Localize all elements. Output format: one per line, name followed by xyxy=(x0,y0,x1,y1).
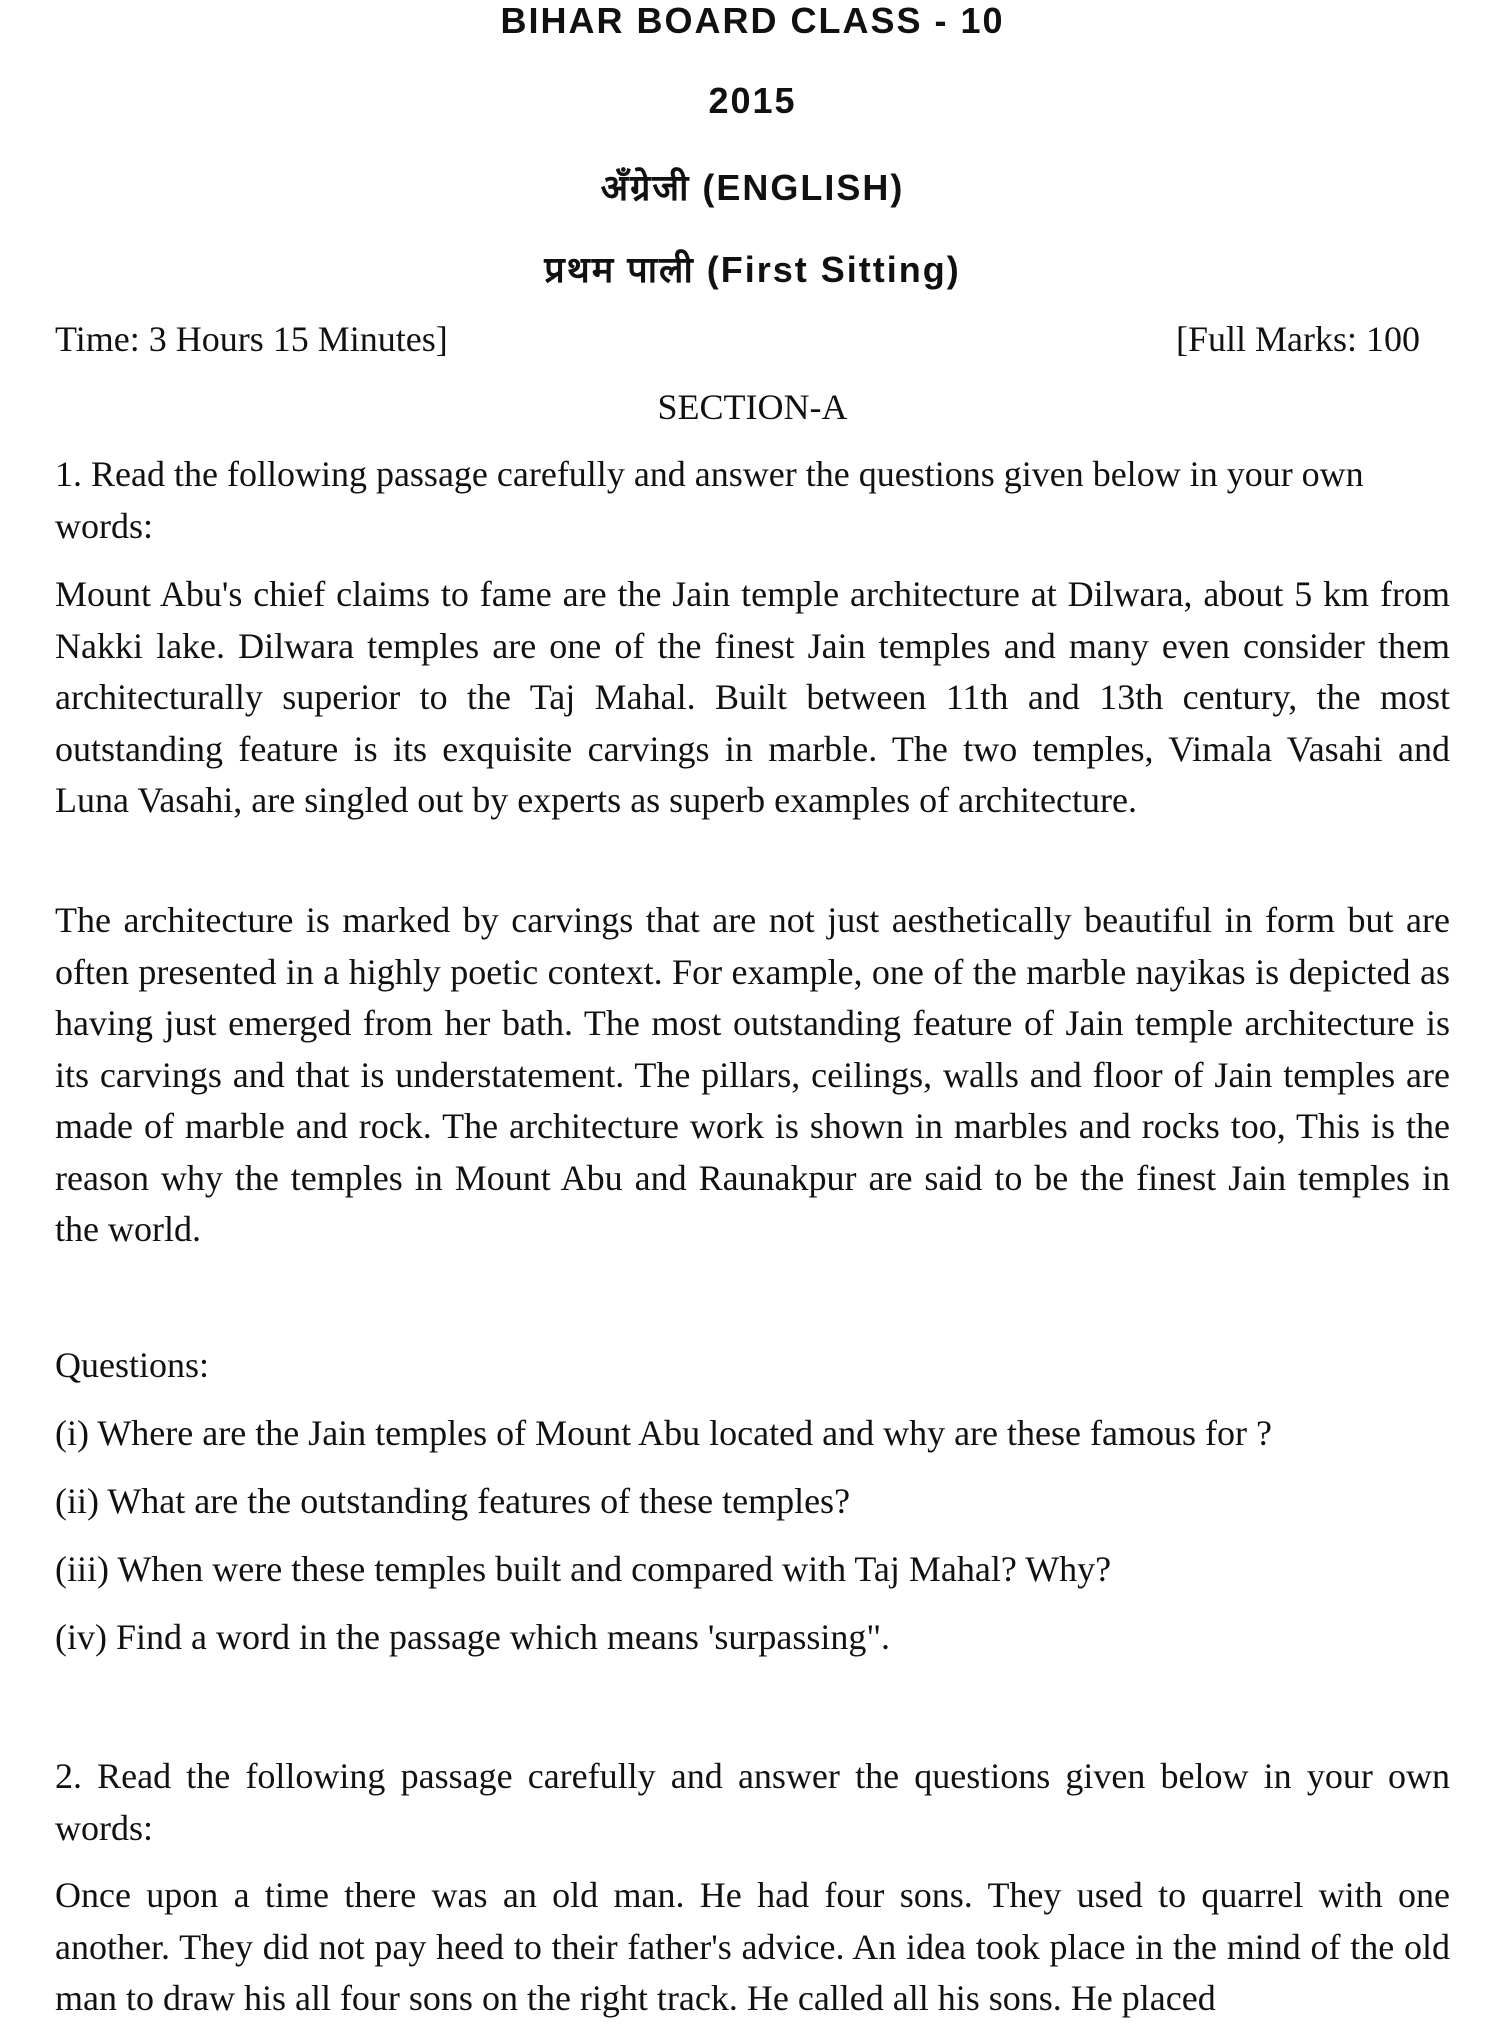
exam-time: Time: 3 Hours 15 Minutes] xyxy=(55,319,448,359)
questions-heading: Questions: xyxy=(55,1345,210,1385)
question-item: (i) Where are the Jain temples of Mount Abu located and why are these famous for ? xyxy=(55,1413,1272,1453)
question-item: (iii) When were these temples built and compared with Taj Mahal? Why? xyxy=(55,1549,1112,1589)
question-item: (ii) What are the outstanding features of these temples? xyxy=(55,1481,851,1521)
q1-passage-paragraph-1: Mount Abu's chief claims to fame are the Jain temple architecture at Dilwara, about 5 km from Nakki lake. Dilwara temples are one of the finest Jain temples and many even consider them architecturally superior to the Taj Mahal. Built between 11th and 13th century, the most outstanding feature is its exquisite carvings in marble. The two temples, Vimala Vasahi and Luna Vasahi, are singled out by experts as superb examples of architecture. xyxy=(55,574,1450,820)
subject-title: अँग्रेजी (ENGLISH) xyxy=(600,167,905,208)
q1-instruction: 1. Read the following passage carefully and answer the questions given below in your own words: xyxy=(55,454,1364,546)
section-title: SECTION-A xyxy=(657,387,848,427)
q2-instruction: 2. Read the following passage carefully and answer the questions given below in your own words: xyxy=(55,1756,1450,1848)
question-item: (iv) Find a word in the passage which means 'surpassing". xyxy=(55,1617,891,1657)
q1-passage-paragraph-2: The architecture is marked by carvings that are not just aesthetically beautiful in form but are often presented in a highly poetic context. For example, one of the marble nayikas is depicted as having just emerged from her bath. The most outstanding feature of Jain temple architecture is its carvings and that is understatement. The pillars, ceilings, walls and floor of Jain temples are made of marble and rock. The architecture work is shown in marbles and rocks too, This is the reason why the temples in Mount Abu and Raunakpur are said to be the finest Jain temples in the world. xyxy=(55,900,1450,1249)
board-title: BIHAR BOARD CLASS - 10 xyxy=(500,0,1005,41)
sitting-title: प्रथम पाली (First Sitting) xyxy=(544,249,961,290)
full-marks: [Full Marks: 100 xyxy=(1175,319,1420,359)
exam-year: 2015 xyxy=(708,80,797,121)
q2-passage-paragraph-1: Once upon a time there was an old man. He had four sons. They used to quarrel with one another. They did not pay heed to their father's advice. An idea took place in the mind of the old man to draw his all four sons on the right track. He called all his sons. He placed xyxy=(55,1875,1450,2018)
